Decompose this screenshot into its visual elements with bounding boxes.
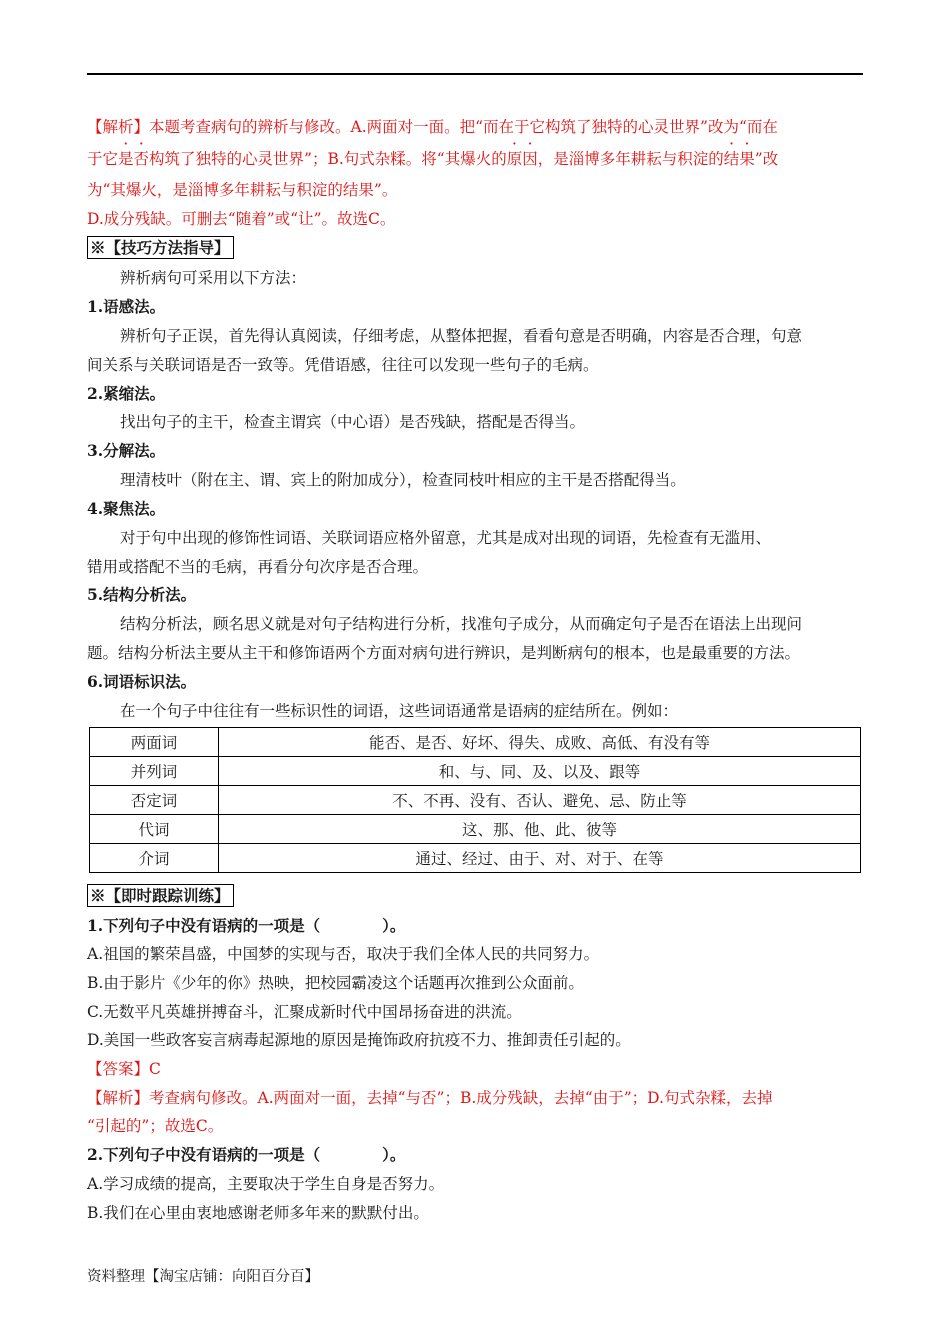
emphasis-dot: 结: [723, 150, 740, 168]
analysis-line-1: 【解析】本题考查病句的辨析与修改。A.两面对一面。把“而在于它构筑了独特的心灵世界”改为“而在: [87, 118, 778, 136]
table-words: 通过、经过、由于、对、对于、在等: [219, 844, 861, 873]
analysis-line-3: 为“其爆火，是淄博多年耕耘与积淀的结果”。: [87, 181, 398, 199]
question-2-option-b: B.我们在心里由衷地感谢老师多年来的默默付出。: [87, 1204, 429, 1222]
question-2-stem: 2.下列句子中没有语病的一项是（ ）。: [87, 1145, 406, 1164]
method-title: 3.分解法。: [87, 441, 166, 460]
question-1-option-d: D.美国一些政客妄言病毒起源地的原因是掩饰政府抗疫不力、推卸责任引起的。: [87, 1031, 631, 1049]
method-title: 1.语感法。: [87, 297, 166, 316]
emphasis-dot: 原: [506, 150, 523, 168]
table-row: [90, 728, 861, 757]
emphasis-dot: 因: [522, 150, 538, 168]
table-category: 并列词: [90, 757, 219, 786]
question-1-option-a: A.祖国的繁荣昌盛，中国梦的实现与否，取决于我们全体人民的共同努力。: [87, 945, 600, 963]
tips-intro: 辨析病句可采用以下方法：: [120, 269, 307, 287]
table-row: [90, 786, 861, 815]
question-1-answer: 【答案】C: [87, 1060, 161, 1078]
table-category: 两面词: [90, 728, 219, 757]
table-words: 能否、是否、好坏、得失、成败、高低、有没有等: [219, 728, 861, 757]
method-title: 5.结构分析法。: [87, 585, 197, 604]
table-row: [90, 815, 861, 844]
method-title: 6.词语标识法。: [87, 672, 197, 691]
question-1-option-c: C.无数平凡英雄拼搏奋斗，汇聚成新时代中国昂扬奋进的洪流。: [87, 1003, 522, 1021]
method-text: 题。结构分析法主要从主干和修饰语两个方面对病句进行辨识，是判断病句的根本，也是最重要的方法。: [87, 644, 801, 662]
analysis-line-4: D.成分残缺。可删去“随着”或“让”。故选C。: [87, 210, 396, 228]
emphasis-dot: 否: [133, 150, 150, 168]
method-text: 在一个句子中往往有一些标识性的词语，这些词语通常是语病的症结所在。例如：: [120, 702, 679, 720]
table-category: 介词: [90, 844, 219, 873]
question-2-option-a: A.学习成绩的提高，主要取决于学生自身是否努力。: [87, 1175, 445, 1193]
question-1-stem: 1.下列句子中没有语病的一项是（ ）。: [87, 916, 406, 935]
practice-heading: ※【即时跟踪训练】: [87, 884, 234, 907]
emphasis-dot: 是: [118, 150, 134, 168]
method-title: 4.聚焦法。: [87, 499, 166, 518]
method-text: 对于句中出现的修饰性词语、关联词语应格外留意，尤其是成对出现的词语，先检查有无滥用、: [120, 529, 772, 547]
method-text: 结构分析法，顾名思义就是对句子结构进行分析，找准句子成分，从而确定句子是否在语法上出现问: [120, 615, 803, 633]
method-text: 理清枝叶（附在主、谓、宾上的附加成分），检查同枝叶相应的主干是否搭配得当。: [120, 471, 686, 489]
question-1-analysis-cont: “引起的”；故选C。: [87, 1117, 224, 1135]
method-text: 找出句子的主干，检查主谓宾（中心语）是否残缺，搭配是否得当。: [120, 413, 586, 431]
analysis-line-2: 于它是否构筑了独特的心灵世界”；B.句式杂糅。将“其爆火的原因，是淄博多年耕耘与积淀的结果”改: [87, 150, 779, 168]
table-words: 不、不再、没有、否认、避免、忌、防止等: [219, 786, 861, 815]
marker-words-table: [89, 727, 861, 873]
page-footer: 资料整理【淘宝店铺：向阳百分百】: [87, 1269, 319, 1285]
method-text: 错用或搭配不当的毛病，再看分句次序是否合理。: [87, 558, 429, 576]
question-1-analysis: 【解析】考查病句修改。A.两面对一面，去掉“与否”；B.成分残缺，去掉“由于”；D.句式杂糅，去掉: [87, 1089, 773, 1107]
emphasis-dot: 果: [739, 150, 755, 168]
method-title: 2.紧缩法。: [87, 384, 166, 403]
table-category: 代词: [90, 815, 219, 844]
method-text: 辨析句子正误，首先得认真阅读，仔细考虑，从整体把握，看看句意是否明确，内容是否合理，句意: [120, 327, 803, 345]
table-row: [90, 844, 861, 873]
table-row: [90, 757, 861, 786]
tips-heading: ※【技巧方法指导】: [87, 236, 234, 259]
table-category: 否定词: [90, 786, 219, 815]
table-words: 和、与、同、及、以及、跟等: [219, 757, 861, 786]
question-1-option-b: B.由于影片《少年的你》热映，把校园霸凌这个话题再次推到公众面前。: [87, 974, 584, 992]
header-rule: [87, 73, 863, 75]
method-text: 间关系与关联词语是否一致等。凭借语感，往往可以发现一些句子的毛病。: [87, 356, 599, 374]
table-words: 这、那、他、此、彼等: [219, 815, 861, 844]
